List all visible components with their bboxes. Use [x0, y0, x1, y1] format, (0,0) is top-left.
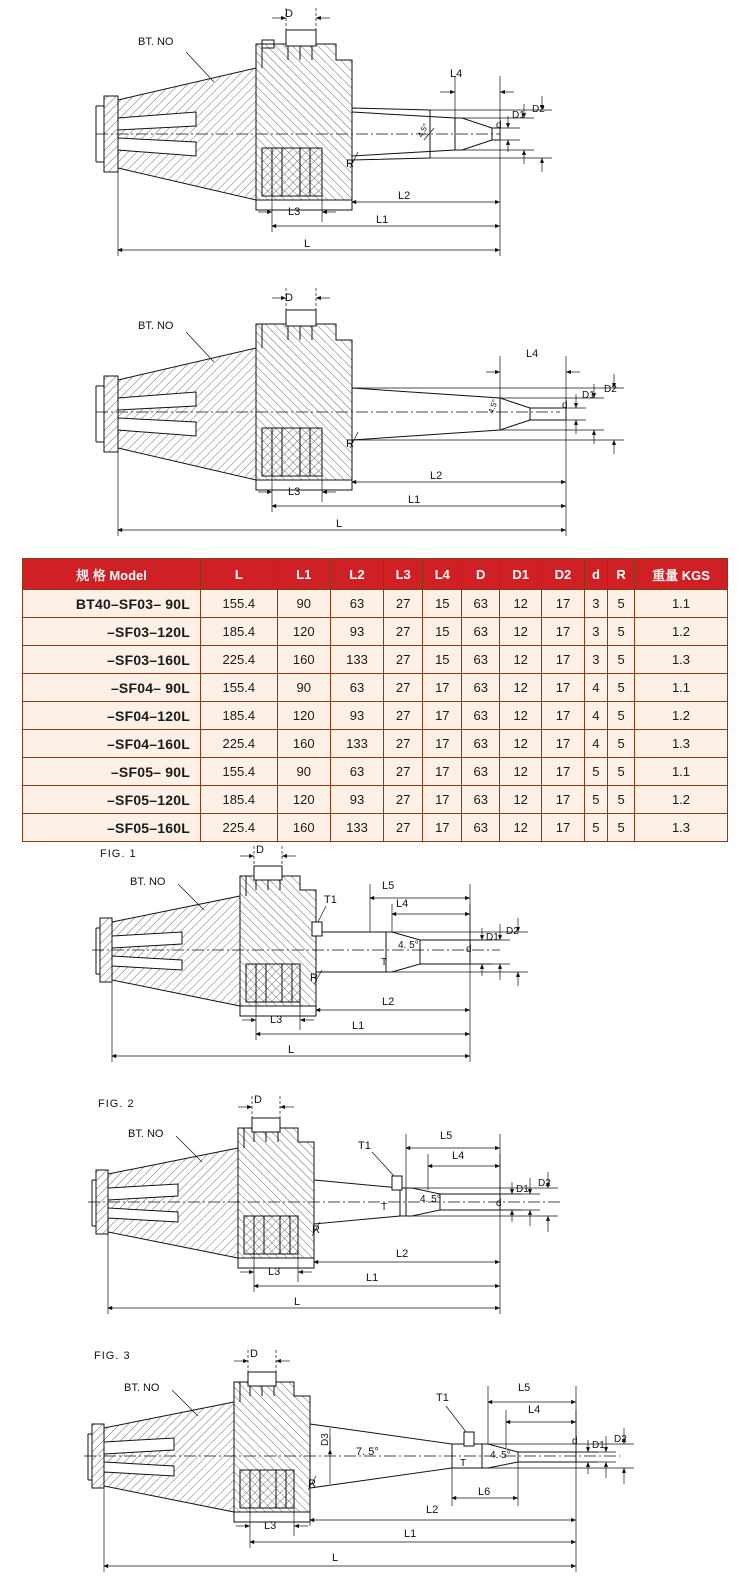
label-r: R: [346, 158, 354, 170]
fig1-title: FIG. 1: [100, 848, 137, 860]
cell-l2: 63: [330, 674, 383, 702]
table-row: [23, 674, 728, 702]
cell-l3: 27: [384, 758, 423, 786]
cell-l2: 133: [330, 646, 383, 674]
cell-l3: 27: [384, 590, 423, 618]
label-bt-no: BT. NO: [138, 36, 174, 48]
label-d-small-2: d: [562, 400, 568, 411]
th-model: 规 格 Model: [23, 559, 201, 590]
cell-l3: 27: [384, 618, 423, 646]
cell-d: 63: [462, 646, 500, 674]
cell-r: 5: [608, 702, 635, 730]
cell-l1: 120: [277, 702, 330, 730]
cell-l3: 27: [384, 730, 423, 758]
cell-weight: 1.3: [635, 730, 728, 758]
cell-model: –SF04–120L: [23, 702, 201, 730]
cell-l: 155.4: [201, 590, 278, 618]
cell-r: 5: [608, 674, 635, 702]
label-l3-f1: L3: [270, 1014, 283, 1026]
cell-d: 63: [462, 674, 500, 702]
cell-model: –SF04– 90L: [23, 674, 201, 702]
cell-weight: 1.1: [635, 674, 728, 702]
cell-l1: 160: [277, 730, 330, 758]
label-d-2: D: [285, 292, 293, 304]
cell-model: –SF05– 90L: [23, 758, 201, 786]
figure-1: [0, 840, 750, 1080]
cell-l: 225.4: [201, 814, 278, 842]
th-weight: 重量 KGS: [635, 559, 728, 590]
label-l: L: [304, 238, 311, 250]
cell-l: 185.4: [201, 702, 278, 730]
figure-top-2-drawing: [0, 280, 750, 552]
table-row: [23, 814, 728, 842]
label-l3-2: L3: [288, 486, 301, 498]
cell-l: 155.4: [201, 758, 278, 786]
cell-model: BT40–SF03– 90L: [23, 590, 201, 618]
th-l4: L4: [423, 559, 462, 590]
cell-l3: 27: [384, 674, 423, 702]
cell-d-small: 4: [584, 730, 608, 758]
cell-l2: 63: [330, 590, 383, 618]
label-t-f1: T: [381, 957, 388, 968]
table-row: [23, 702, 728, 730]
label-l5-f3: L5: [518, 1382, 531, 1394]
cell-model: –SF03–120L: [23, 618, 201, 646]
th-d-small: d: [584, 559, 608, 590]
cell-weight: 1.1: [635, 758, 728, 786]
cell-l: 185.4: [201, 786, 278, 814]
label-l4: L4: [450, 68, 463, 80]
fig3-title: FIG. 3: [94, 1350, 131, 1362]
fig2-title: FIG. 2: [98, 1098, 135, 1110]
label-bt-no-f1: BT. NO: [130, 876, 166, 888]
label-t1-f3: T1: [436, 1392, 449, 1404]
th-l1: L1: [277, 559, 330, 590]
cell-l2: 93: [330, 702, 383, 730]
label-d-small-f3: d: [572, 1436, 578, 1447]
label-r-2: R: [346, 438, 354, 450]
cell-r: 5: [608, 758, 635, 786]
label-l1: L1: [376, 214, 389, 226]
figure-1-drawing: [0, 840, 750, 1080]
label-l4-f1: L4: [396, 898, 409, 910]
label-bt-no-f2: BT. NO: [128, 1128, 164, 1140]
cell-l: 185.4: [201, 618, 278, 646]
cell-l1: 160: [277, 814, 330, 842]
table-row: [23, 618, 728, 646]
label-l4-f3: L4: [528, 1404, 541, 1416]
spec-table: [22, 558, 728, 842]
th-l3: L3: [384, 559, 423, 590]
label-d-f3: D: [250, 1348, 258, 1360]
cell-d: 63: [462, 590, 500, 618]
figure-2: [0, 1090, 750, 1330]
th-l: L: [201, 559, 278, 590]
cell-d1: 12: [500, 702, 542, 730]
label-l4-f2: L4: [452, 1150, 465, 1162]
th-r: R: [608, 559, 635, 590]
figure-3: [0, 1340, 750, 1590]
label-angle-main-f3: 7. 5°: [356, 1446, 379, 1458]
cell-d-small: 5: [584, 786, 608, 814]
cell-l1: 120: [277, 618, 330, 646]
cell-d-small: 4: [584, 702, 608, 730]
cell-l3: 27: [384, 814, 423, 842]
label-l2-f3: L2: [426, 1504, 439, 1516]
label-l1-f2: L1: [366, 1272, 379, 1284]
label-bt-no-f3: BT. NO: [124, 1382, 160, 1394]
label-l3-f2: L3: [268, 1266, 281, 1278]
cell-r: 5: [608, 730, 635, 758]
table-header-row: [23, 559, 728, 590]
cell-r: 5: [608, 618, 635, 646]
cell-d-small: 4: [584, 674, 608, 702]
cell-model: –SF04–160L: [23, 730, 201, 758]
label-l1-f3: L1: [404, 1528, 417, 1540]
label-d2: D2: [532, 104, 545, 115]
table-row: [23, 590, 728, 618]
label-l2-f1: L2: [382, 996, 395, 1008]
label-l3: L3: [288, 206, 301, 218]
cell-weight: 1.3: [635, 646, 728, 674]
cell-d: 63: [462, 730, 500, 758]
cell-d: 63: [462, 758, 500, 786]
cell-l2: 63: [330, 758, 383, 786]
figure-top-1-drawing: [0, 0, 750, 275]
label-d-f1: D: [256, 844, 264, 856]
label-angle-f1: 4. 5°: [398, 940, 419, 951]
cell-weight: 1.3: [635, 814, 728, 842]
cell-l2: 93: [330, 618, 383, 646]
cell-l1: 120: [277, 786, 330, 814]
label-d1-f2: D1: [516, 1184, 529, 1195]
table-row: [23, 730, 728, 758]
cell-weight: 1.1: [635, 590, 728, 618]
cell-l4: 17: [423, 674, 462, 702]
cell-weight: 1.2: [635, 702, 728, 730]
label-l5-f1: L5: [382, 880, 395, 892]
label-l1-2: L1: [408, 494, 421, 506]
cell-l: 225.4: [201, 730, 278, 758]
cell-d-small: 5: [584, 758, 608, 786]
cell-l3: 27: [384, 786, 423, 814]
cell-d-small: 5: [584, 814, 608, 842]
label-l3-f3: L3: [264, 1520, 277, 1532]
cell-weight: 1.2: [635, 786, 728, 814]
label-r-f2: R: [312, 1224, 320, 1236]
label-l2-2: L2: [430, 470, 443, 482]
cell-d1: 12: [500, 758, 542, 786]
cell-d1: 12: [500, 646, 542, 674]
label-d1-f3: D1: [592, 1440, 605, 1451]
label-d2-f3: D2: [614, 1434, 627, 1445]
th-l2: L2: [330, 559, 383, 590]
cell-r: 5: [608, 646, 635, 674]
cell-l: 155.4: [201, 674, 278, 702]
cell-l4: 15: [423, 618, 462, 646]
label-l2: L2: [398, 190, 411, 202]
cell-d2: 17: [542, 618, 584, 646]
th-d: D: [462, 559, 500, 590]
figure-3-drawing: [0, 1340, 750, 1590]
label-d-small-f2: d: [496, 1198, 502, 1209]
cell-d1: 12: [500, 590, 542, 618]
label-d-small: d: [496, 120, 502, 131]
cell-l1: 90: [277, 758, 330, 786]
cell-d2: 17: [542, 674, 584, 702]
cell-d2: 17: [542, 646, 584, 674]
table-row: [23, 758, 728, 786]
label-d1-f1: D1: [486, 932, 499, 943]
label-l1-f1: L1: [352, 1020, 365, 1032]
cell-r: 5: [608, 814, 635, 842]
label-d3-f3: D3: [320, 1433, 331, 1446]
table-row: [23, 786, 728, 814]
label-t-f2: T: [381, 1202, 388, 1213]
label-d2-f1: D2: [506, 926, 519, 937]
cell-r: 5: [608, 590, 635, 618]
cell-l4: 15: [423, 646, 462, 674]
cell-d1: 12: [500, 618, 542, 646]
label-l5-f2: L5: [440, 1130, 453, 1142]
cell-l2: 133: [330, 730, 383, 758]
cell-l3: 27: [384, 702, 423, 730]
cell-l1: 90: [277, 674, 330, 702]
cell-l4: 17: [423, 814, 462, 842]
cell-d2: 17: [542, 730, 584, 758]
cell-l4: 17: [423, 730, 462, 758]
cell-l4: 17: [423, 758, 462, 786]
label-l-f3: L: [332, 1552, 339, 1564]
label-angle: 4.5°: [415, 122, 431, 139]
th-d1: D1: [500, 559, 542, 590]
cell-l: 225.4: [201, 646, 278, 674]
cell-model: –SF05–120L: [23, 786, 201, 814]
cell-l2: 133: [330, 814, 383, 842]
label-l-2: L: [336, 518, 343, 530]
cell-d-small: 3: [584, 618, 608, 646]
label-bt-no-2: BT. NO: [138, 320, 174, 332]
table-body: [23, 590, 728, 842]
cell-d1: 12: [500, 814, 542, 842]
cell-l4: 17: [423, 786, 462, 814]
cell-l3: 27: [384, 646, 423, 674]
label-l4-2: L4: [526, 348, 539, 360]
cell-d: 63: [462, 702, 500, 730]
label-d-f2: D: [254, 1094, 262, 1106]
label-d1-2: D1: [582, 390, 595, 401]
label-angle-2: 4.5°: [486, 398, 500, 415]
cell-d2: 17: [542, 786, 584, 814]
label-l6-f3: L6: [478, 1486, 491, 1498]
label-l2-f2: L2: [396, 1248, 409, 1260]
cell-l2: 93: [330, 786, 383, 814]
cell-l4: 15: [423, 590, 462, 618]
cell-model: –SF05–160L: [23, 814, 201, 842]
label-angle-f2: 4. 5°: [420, 1194, 441, 1205]
label-t-f3: T: [460, 1458, 467, 1469]
label-t1-f1: T1: [324, 894, 337, 906]
label-d2-2: D2: [604, 384, 617, 395]
figure-top-2: [0, 280, 750, 552]
label-t1-f2: T1: [358, 1140, 371, 1152]
cell-d1: 12: [500, 786, 542, 814]
label-d1: D1: [512, 110, 525, 121]
label-d2-f2: D2: [538, 1178, 551, 1189]
label-l-f1: L: [288, 1044, 295, 1056]
cell-d: 63: [462, 618, 500, 646]
cell-weight: 1.2: [635, 618, 728, 646]
label-d: D: [285, 8, 293, 20]
cell-d2: 17: [542, 590, 584, 618]
cell-d-small: 3: [584, 646, 608, 674]
cell-d-small: 3: [584, 590, 608, 618]
label-r-f3: R: [308, 1478, 316, 1490]
cell-d1: 12: [500, 730, 542, 758]
th-d2: D2: [542, 559, 584, 590]
cell-l1: 160: [277, 646, 330, 674]
label-angle-tip-f3: 4. 5°: [490, 1450, 511, 1461]
cell-d2: 17: [542, 814, 584, 842]
label-d-small-f1: d: [466, 944, 472, 955]
cell-l4: 17: [423, 702, 462, 730]
label-l-f2: L: [294, 1296, 301, 1308]
cell-d2: 17: [542, 702, 584, 730]
figure-2-drawing: [0, 1090, 750, 1330]
cell-l1: 90: [277, 590, 330, 618]
table-row: [23, 646, 728, 674]
cell-d: 63: [462, 814, 500, 842]
cell-d2: 17: [542, 758, 584, 786]
cell-d: 63: [462, 786, 500, 814]
figure-top-1: [0, 0, 750, 275]
cell-r: 5: [608, 786, 635, 814]
cell-d1: 12: [500, 674, 542, 702]
cell-model: –SF03–160L: [23, 646, 201, 674]
label-r-f1: R: [310, 972, 318, 984]
